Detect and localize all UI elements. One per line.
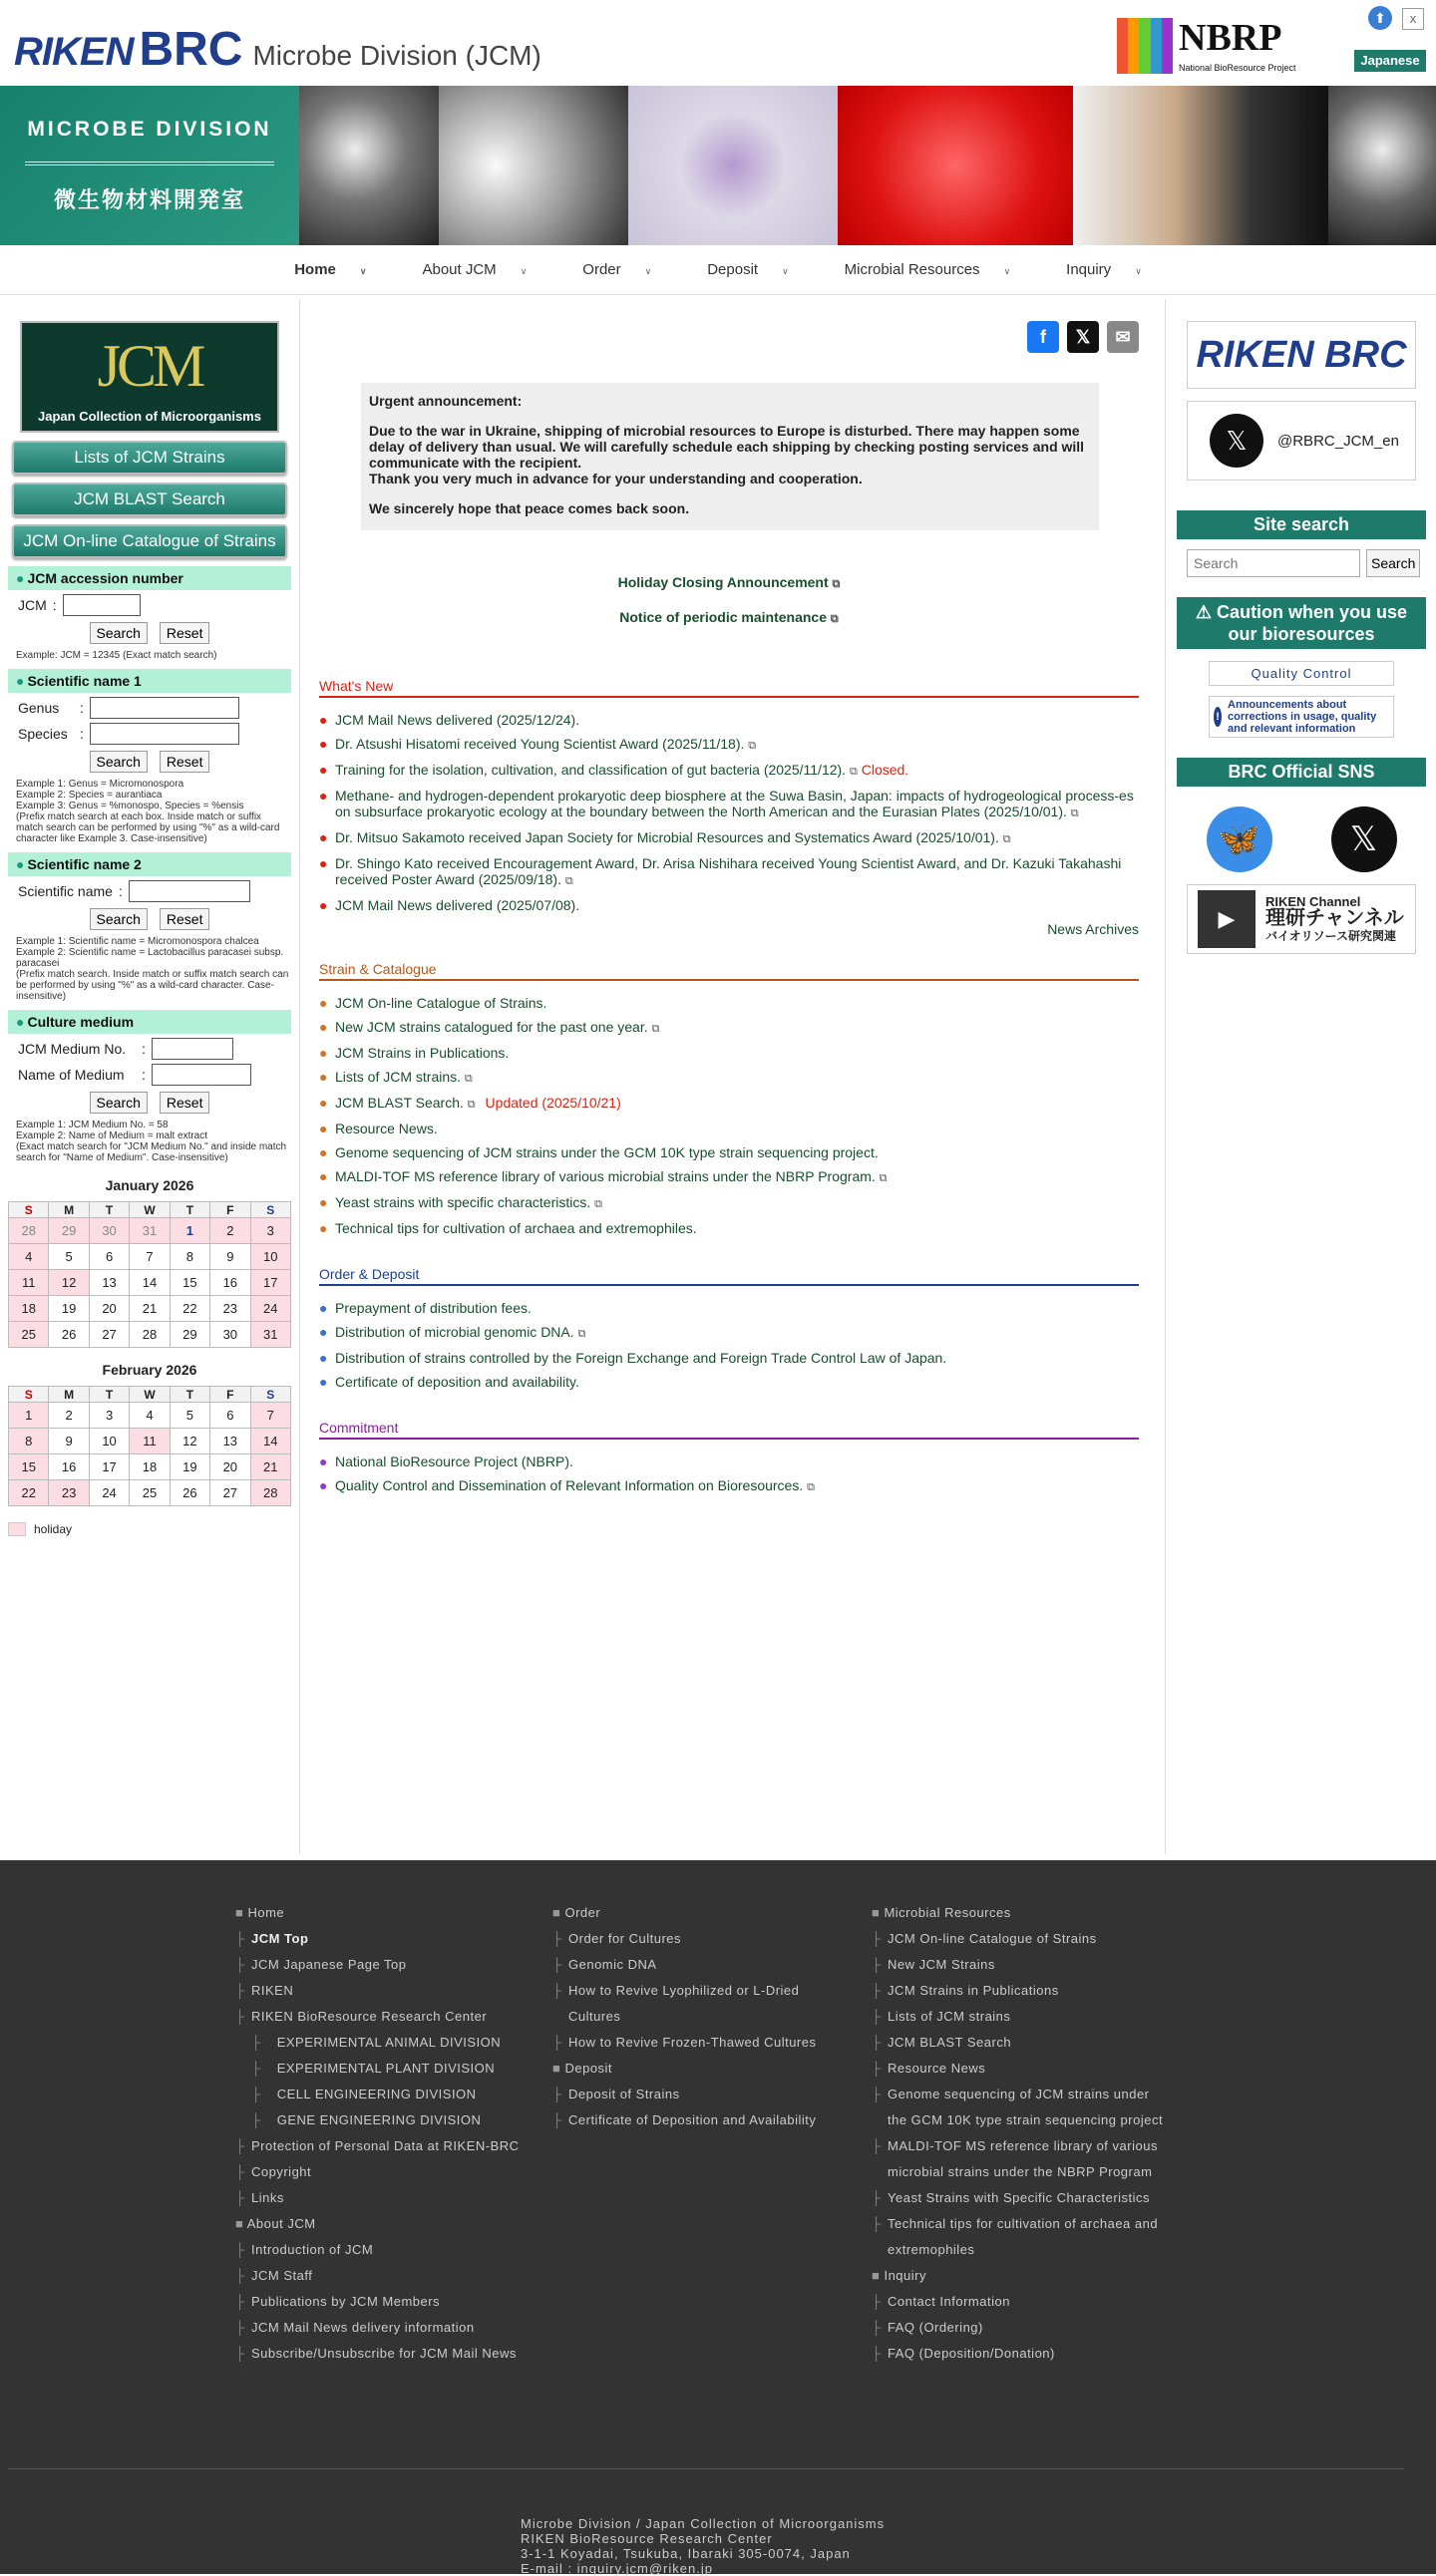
banner-title: MICROBE DIVISION <box>27 118 272 141</box>
sci2-reset-button[interactable]: Reset <box>160 908 210 930</box>
footer-heading[interactable]: ■ Order <box>552 1900 852 1926</box>
medium-name-input[interactable] <box>152 1064 251 1086</box>
announcement-peace: We sincerely hope that peace comes back soon. <box>369 500 690 516</box>
jcm-logo[interactable] <box>20 321 279 433</box>
footer-link[interactable]: ├ Certificate of Deposition and Availability <box>552 2107 852 2133</box>
nav-inquiry[interactable] <box>1066 261 1142 278</box>
notice-links <box>319 574 1139 626</box>
scientific-name-2-title: ● Scientific name 2 <box>8 852 291 876</box>
footer-link[interactable]: ├ Order for Cultures <box>552 1926 852 1952</box>
news-item <box>319 712 1139 728</box>
strain-link[interactable]: MALDI-TOF MS reference library of various microbial strains under the NBRP Program. <box>335 1168 876 1184</box>
news-archives-link[interactable]: News Archives <box>1047 921 1139 937</box>
footer-column-order <box>552 1900 852 2133</box>
order-link[interactable]: Certificate of deposition and availability. <box>335 1374 579 1390</box>
banner <box>0 86 1436 245</box>
news-item <box>319 897 1139 913</box>
footer-street: 3-1-1 Koyadai, Tsukuba, Ibaraki 305-0074, Japan <box>521 2546 851 2561</box>
order-deposit-section <box>319 1266 1139 1390</box>
calendar-january: January 2026 S M T W T F S 28 29 30 31 1 2 3 4 5 6 7 8 9 10 11 12 13 14 15 16 17 18 19 20 21 22 23 24 25 26 27 28 29 30 31 <box>8 1177 291 1348</box>
medium-search-button[interactable]: Search <box>90 1092 148 1114</box>
footer-link[interactable]: ├ MALDI-TOF MS reference library of various microbial strains under the NBRP Program <box>872 2133 1173 2185</box>
strain-link[interactable]: JCM On-line Catalogue of Strains. <box>335 995 547 1011</box>
division-title: Microbe Division (JCM) <box>252 40 541 71</box>
calendar-february: February 2026 S M T W T F S 1 2 3 4 5 6 7 8 9 10 11 12 13 14 15 16 17 18 19 20 21 22 23 24 25 26 27 28 <box>8 1362 291 1506</box>
accession-example: Example: JCM = 12345 (Exact match search) <box>16 650 217 661</box>
maintenance-link[interactable]: Notice of periodic maintenance <box>619 609 827 625</box>
footer-link[interactable]: ├ Introduction of JCM <box>235 2237 535 2263</box>
nav-inquiry-label: Inquiry <box>1066 261 1112 278</box>
footer-link[interactable]: ├ Resource News <box>872 2056 1173 2082</box>
footer-link[interactable]: ├ EXPERIMENTAL ANIMAL DIVISION <box>235 2030 535 2056</box>
medium-reset-button[interactable]: Reset <box>160 1092 210 1114</box>
medium-example: Example 1: JCM Medium No. = 58 Example 2: Name of Medium = malt extract (Exact match search for "JCM Medium No." and inside match search for "Name of Medium". Case-insensitive) <box>16 1120 287 1163</box>
footer-link[interactable]: ├ Links <box>235 2185 535 2211</box>
nav-home[interactable] <box>294 261 366 278</box>
nbrp-subtitle: National BioResource Project <box>1179 63 1296 73</box>
x-icon[interactable]: 𝕏 <box>1331 806 1397 872</box>
news-link[interactable]: Dr. Shingo Kato received Encouragement Award, Dr. Arisa Nishihara received Young Scientist Award, and Dr. Kazuki Takahashi received Poster Award (2025/09/18). <box>335 855 1122 887</box>
footer-link[interactable]: ├ CELL ENGINEERING DIVISION <box>235 2082 535 2107</box>
strain-item <box>319 1045 1139 1061</box>
commitment-section <box>319 1420 1139 1495</box>
strain-item <box>319 995 1139 1011</box>
nav-order-label: Order <box>582 261 621 278</box>
x-icon[interactable]: 𝕏 <box>1067 321 1099 353</box>
footer-link[interactable]: ├ GENE ENGINEERING DIVISION <box>235 2107 535 2133</box>
footer-link[interactable]: ├ JCM BLAST Search <box>872 2030 1173 2056</box>
announcement-body: Due to the war in Ukraine, shipping of microbial resources to Europe is disturbed. There may happen some delay of delivery than usual. We will carefully schedule each shipping by checking posting services and will communicate with the recipient. <box>369 423 1085 471</box>
footer-link[interactable]: ├ Lists of JCM strains <box>872 2004 1173 2030</box>
commit-item <box>319 1453 1139 1469</box>
strain-link[interactable]: Technical tips for cultivation of archaea and extremophiles. <box>335 1220 697 1236</box>
whats-new-section <box>319 678 1139 937</box>
footer-heading[interactable]: ■ Inquiry <box>872 2263 1173 2289</box>
footer-link[interactable]: ├ RIKEN <box>235 1978 535 2004</box>
strain-link[interactable]: Resource News. <box>335 1121 438 1136</box>
nav-home-label: Home <box>294 261 336 278</box>
channel-sub: バイオリソース研究関連 <box>1265 929 1397 943</box>
order-link[interactable]: Distribution of strains controlled by the Foreign Exchange and Foreign Trade Control Law of Japan. <box>335 1350 947 1366</box>
footer-link[interactable]: ├ Genomic DNA <box>552 1952 852 1978</box>
holiday-closing-link[interactable]: Holiday Closing Announcement <box>617 574 829 590</box>
jcm-number-input[interactable] <box>63 594 141 616</box>
strain-link[interactable]: New JCM strains catalogued for the past one year. <box>335 1019 648 1035</box>
scientific-name-label: Scientific name <box>18 883 113 899</box>
calendar-february-title: February 2026 <box>102 1362 197 1378</box>
site-search-title: Site search <box>1177 510 1426 539</box>
whats-new-title: What's New <box>319 678 1139 698</box>
strain-item: ● MALDI-TOF MS reference library of various microbial strains under the NBRP Program. ⧉ <box>319 1168 1139 1186</box>
calendar-january-title: January 2026 <box>105 1177 194 1193</box>
footer-email: E-mail : inquiry.jcm@riken.jp <box>521 2561 713 2576</box>
news-link[interactable]: Dr. Mitsuo Sakamoto received Japan Society for Microbial Resources and Systematics Award (2025/10/01). <box>335 829 999 845</box>
strain-link[interactable]: Lists of JCM strains. <box>335 1069 462 1085</box>
order-link[interactable]: Distribution of microbial genomic DNA. <box>335 1324 574 1340</box>
genus-input[interactable] <box>90 697 239 719</box>
news-item: ● Training for the isolation, cultivation, and classification of gut bacteria (2025/11/12). ⧉ Closed. <box>319 762 1139 780</box>
strain-link[interactable]: JCM BLAST Search. <box>335 1095 464 1111</box>
strain-item: ● New JCM strains catalogued for the past one year. ⧉ <box>319 1019 1139 1037</box>
nbrp-color-bars <box>1117 18 1173 74</box>
banner-photo-yeast <box>439 86 628 245</box>
news-item: ● Dr. Shingo Kato received Encouragement Award, Dr. Arisa Nishihara received Young Scientist Award, and Dr. Kazuki Takahashi received Poster Award (2025/09/18). ⧉ <box>319 855 1139 889</box>
site-search-input[interactable] <box>1187 549 1360 577</box>
order-item: ● Distribution of microbial genomic DNA. ⧉ <box>319 1324 1139 1342</box>
holiday-legend-label: holiday <box>34 1522 73 1536</box>
news-link[interactable]: Methane- and hydrogen-dependent prokaryotic deep biosphere at the Suwa Basin, Japan: impacts of hydrogeological process-es on subsurface prokaryotic ecology at the boundary between the North American and the Eurasian Plates (2025/10/01). <box>335 788 1134 819</box>
share-buttons <box>1027 321 1139 353</box>
strain-item <box>319 1144 1139 1160</box>
footer-link[interactable]: ├ JCM On-line Catalogue of Strains <box>872 1926 1173 1952</box>
news-link[interactable]: JCM Mail News delivered (2025/12/24). <box>335 712 580 728</box>
nav-resources-label: Microbial Resources <box>844 261 980 278</box>
footer-link[interactable]: ├ RIKEN BioResource Research Center <box>235 2004 535 2030</box>
news-link[interactable]: Dr. Atsushi Hisatomi received Young Scientist Award (2025/11/18). <box>335 736 745 752</box>
footer-link[interactable]: ├ Yeast Strains with Specific Characteristics <box>872 2185 1173 2211</box>
footer-heading[interactable]: ■ Microbial Resources <box>872 1900 1173 1926</box>
x-handle: @RBRC_JCM_en <box>1277 432 1399 450</box>
strain-link[interactable]: Genome sequencing of JCM strains under the GCM 10K type strain sequencing project. <box>335 1144 879 1160</box>
medium-no-label: JCM Medium No. <box>18 1041 127 1057</box>
footer-heading[interactable]: ■ Deposit <box>552 2056 852 2082</box>
footer-link[interactable]: ├ Publications by JCM Members <box>235 2289 535 2315</box>
quality-control-button[interactable]: Quality Control <box>1209 661 1394 686</box>
riken-logo: RIKEN <box>14 30 134 74</box>
scientific-name-1-title: ● Scientific name 1 <box>8 669 291 693</box>
nav-about-label: About JCM <box>422 261 497 278</box>
species-input[interactable] <box>90 723 239 745</box>
order-item <box>319 1300 1139 1316</box>
external-link-icon: ⧉ <box>832 578 841 590</box>
bluesky-icon[interactable]: 🦋 <box>1207 806 1272 872</box>
medium-no-input[interactable] <box>152 1038 233 1060</box>
announcement-thanks: Thank you very much in advance for your understanding and cooperation. <box>369 471 863 486</box>
commit-item: ● Quality Control and Dissemination of Relevant Information on Bioresources. ⧉ <box>319 1477 1139 1495</box>
sci1-reset-button[interactable]: Reset <box>160 751 210 773</box>
nbrp-title: NBRP <box>1179 17 1282 59</box>
info-icon[interactable]: ⬆ <box>1368 6 1392 30</box>
riken-channel-banner[interactable] <box>1187 884 1416 954</box>
strain-catalogue-title: Strain & Catalogue <box>319 961 1139 981</box>
nav-deposit-label: Deposit <box>707 261 759 278</box>
footer-heading[interactable]: ■ About JCM <box>235 2211 535 2237</box>
riken-brc-text: RIKEN BRC <box>1196 334 1407 376</box>
strain-item: ● Lists of JCM strains. ⧉ <box>319 1069 1139 1087</box>
footer-link[interactable]: ├ Genome sequencing of JCM strains under the GCM 10K type strain sequencing project <box>872 2082 1173 2133</box>
announcement-title: Urgent announcement: <box>369 393 523 409</box>
footer-link[interactable]: ├ FAQ (Deposition/Donation) <box>872 2341 1173 2367</box>
nbrp-logo[interactable] <box>1117 18 1296 74</box>
caution-title: ⚠ Caution when you use our bioresources <box>1177 597 1426 649</box>
footer-link[interactable]: ├ Technical tips for cultivation of archaea and extremophiles <box>872 2211 1173 2263</box>
footer-link[interactable]: ├ How to Revive Lyophilized or L-Dried Cultures <box>552 1978 852 2030</box>
channel-en: RIKEN Channel <box>1265 894 1361 909</box>
strain-item <box>319 1220 1139 1236</box>
jcm-logo-caption: Japan Collection of Microorganisms <box>22 409 277 424</box>
close-button[interactable]: x <box>1402 8 1424 30</box>
banner-photo-microscope <box>628 86 838 245</box>
main-content <box>319 321 1139 1503</box>
footer-link[interactable]: ├ Subscribe/Unsubscribe for JCM Mail News <box>235 2341 535 2367</box>
banner-photo-fungi <box>299 86 439 245</box>
chevron-down-icon: ∨ <box>359 266 367 276</box>
footer-link[interactable]: ├ New JCM Strains <box>872 1952 1173 1978</box>
sci1-search-button[interactable]: Search <box>90 751 148 773</box>
film-play-icon: ▶ <box>1198 890 1256 948</box>
strain-catalogue-section <box>319 961 1139 1236</box>
commit-link[interactable]: National BioResource Project (NBRP). <box>335 1453 573 1469</box>
chevron-down-icon: ∨ <box>644 266 652 276</box>
strain-item <box>319 1121 1139 1136</box>
banner-subtitle: 微生物材料開発室 <box>53 187 245 212</box>
strain-item: ● JCM BLAST Search. ⧉ Updated (2025/10/21) <box>319 1095 1139 1113</box>
commitment-title: Commitment <box>319 1420 1139 1440</box>
footer-heading[interactable]: ■ Home <box>235 1900 535 1926</box>
left-sidebar: JCM Japan Collection of Microorganisms Lists of JCM Strains JCM BLAST Search JCM On-line Catalogue of Strains ● JCM accession number JCM : Search Reset Example: JCM = 12345 (Exact match search) ● Scientific name 1 Genus : Species : Search Reset Example 1: Genus = Micromonospora Example 2: Species = aurantiaca Example 3: Genus = %monospo, Species = %ensis (Prefix match search at each box. Inside match or suffix match search can be performed by using "%" as a wild-card character like Example 3. Case-insensitive) ● Scientific name 2 Scientific name : Search Reset Example 1: Scientific name = Micromonospora chalcea Example 2: Scientific name = Lactobacillus paracasei subsp. paracasei (Prefix match search. Inside match or suffix match search can be performed by using "%" as a wild-card character. Case-insensitive) ● Culture medium JCM Medium No. : Name of Medium : Search Reset Example 1: JCM Medium No. = 58 Example 2: Name of Medium = malt extract (Exact match search for "JCM Medium No." and inside match search for "Name of Medium". Case-insensitive) January 2026 S M T W T F S 28 29 30 31 1 2 3 4 5 6 7 8 9 10 11 12 13 14 15 16 17 18 19 20 21 22 23 24 25 26 27 28 29 30 31 February 2026 S M T W T F S 1 2 3 4 5 6 7 8 9 10 11 12 13 14 15 16 17 18 19 20 21 22 23 24 25 26 27 28 holiday <box>8 319 291 1536</box>
footer <box>0 1860 1436 2574</box>
chevron-down-icon: ∨ <box>1003 266 1011 276</box>
footer-link[interactable]: ├ Contact Information <box>872 2289 1173 2315</box>
channel-jp: 理研チャンネル <box>1265 907 1404 929</box>
news-item: ● Methane- and hydrogen-dependent prokaryotic deep biosphere at the Suwa Basin, Japan: impacts of hydrogeological process-es on subsurface prokaryotic ecology at the boundary between the North American and the Eurasian Plates (2025/10/01). ⧉ <box>319 788 1139 821</box>
culture-medium-title: ● Culture medium <box>8 1010 291 1034</box>
sns-title: BRC Official SNS <box>1177 758 1426 787</box>
main-nav <box>0 245 1436 295</box>
footer-link[interactable]: ├ JCM Mail News delivery information <box>235 2315 535 2341</box>
nav-deposit[interactable] <box>707 261 788 278</box>
holiday-legend <box>8 1522 291 1536</box>
language-button[interactable]: Japanese <box>1354 50 1426 72</box>
announcements-text: Announcements about corrections in usage, quality and relevant information <box>1228 699 1377 735</box>
footer-link[interactable]: ├ JCM Japanese Page Top <box>235 1952 535 1978</box>
accession-search-button[interactable]: Search <box>90 622 148 644</box>
footer-link[interactable]: ├ Copyright <box>235 2159 535 2185</box>
accession-section-title: ● JCM accession number <box>8 566 291 590</box>
sci2-example: Example 1: Scientific name = Micromonospora chalcea Example 2: Scientific name = Lactobacillus paracasei subsp. paracasei (Prefix match search. Inside match or suffix match search can be performed by using "%" as a wild-card character. Case-insensitive) <box>16 936 289 1002</box>
footer-link[interactable]: ├ Protection of Personal Data at RIKEN-BRC <box>235 2133 535 2159</box>
order-item <box>319 1350 1139 1366</box>
facebook-icon[interactable]: f <box>1027 321 1059 353</box>
banner-title-block <box>0 86 299 245</box>
online-catalogue-button[interactable]: JCM On-line Catalogue of Strains <box>12 524 287 558</box>
footer-center: RIKEN BioResource Research Center <box>521 2531 773 2546</box>
order-link[interactable]: Prepayment of distribution fees. <box>335 1300 532 1316</box>
footer-link[interactable]: ├ Deposit of Strains <box>552 2082 852 2107</box>
news-link[interactable]: JCM Mail News delivered (2025/07/08). <box>335 897 580 913</box>
announcements-button[interactable] <box>1209 696 1394 738</box>
species-label: Species <box>18 726 68 742</box>
brc-logo: BRC <box>139 23 243 76</box>
chevron-down-icon: ∨ <box>520 266 528 276</box>
nav-microbial-resources[interactable] <box>845 261 1010 278</box>
footer-column-resources <box>872 1900 1173 2367</box>
footer-link[interactable]: ├ FAQ (Ordering) <box>872 2315 1173 2341</box>
footer-link[interactable]: ├ How to Revive Frozen-Thawed Cultures <box>552 2030 852 2056</box>
right-sidebar <box>1177 321 1426 954</box>
chevron-down-icon: ∨ <box>782 266 789 276</box>
email-icon[interactable]: ✉ <box>1107 321 1139 353</box>
banner-photo-lab <box>1073 86 1328 245</box>
news-link[interactable]: Training for the isolation, cultivation, and classification of gut bacteria (2025/11/12). <box>335 762 847 778</box>
footer-address <box>521 2516 885 2576</box>
jcm-label: JCM <box>18 597 47 613</box>
footer-org: Microbe Division / Japan Collection of Microorganisms <box>521 2516 886 2531</box>
lists-of-strains-button[interactable]: Lists of JCM Strains <box>12 441 287 475</box>
site-search-button[interactable]: Search <box>1366 549 1420 577</box>
strain-item: ● Yeast strains with specific characteristics. ⧉ <box>319 1194 1139 1212</box>
banner-photo-colonies <box>838 86 1073 245</box>
genus-label: Genus <box>18 700 60 716</box>
order-item <box>319 1374 1139 1390</box>
site-logo[interactable] <box>14 22 541 77</box>
commit-link[interactable]: Quality Control and Dissemination of Relevant Information on Bioresources. <box>335 1477 804 1493</box>
external-link-icon: ⧉ <box>830 613 839 625</box>
sci1-example: Example 1: Genus = Micromonospora Example 2: Species = aurantiaca Example 3: Genus = %monospo, Species = %ensis (Prefix match search at each box. Inside match or suffix match search can be performed by using "%" as a wild-card character like Example 3. Case-insensitive) <box>16 779 280 844</box>
footer-link[interactable]: ├ JCM Top <box>235 1926 535 1952</box>
x-account-banner[interactable] <box>1187 401 1416 481</box>
nav-about[interactable] <box>422 261 527 278</box>
strain-link[interactable]: JCM Strains in Publications. <box>335 1045 510 1061</box>
x-logo-icon: 𝕏 <box>1210 414 1263 468</box>
footer-column-home <box>235 1900 535 2367</box>
accession-reset-button[interactable]: Reset <box>160 622 210 644</box>
footer-link[interactable]: ├ JCM Staff <box>235 2263 535 2289</box>
site-search-form <box>1187 549 1416 577</box>
chevron-down-icon: ∨ <box>1135 266 1142 276</box>
news-item: ● Dr. Mitsuo Sakamoto received Japan Society for Microbial Resources and Systematics Award (2025/10/01). ⧉ <box>319 829 1139 847</box>
news-item: ● Dr. Atsushi Hisatomi received Young Scientist Award (2025/11/18). ⧉ <box>319 736 1139 754</box>
jcm-logo-text: JCM <box>97 333 202 399</box>
scientific-name-input[interactable] <box>129 880 250 902</box>
riken-brc-banner[interactable] <box>1187 321 1416 389</box>
medium-name-label: Name of Medium <box>18 1067 125 1083</box>
sci2-search-button[interactable]: Search <box>90 908 148 930</box>
closed-label: Closed. <box>861 762 909 778</box>
header <box>0 0 1436 86</box>
updated-label: Updated (2025/10/21) <box>485 1095 621 1111</box>
urgent-announcement <box>361 383 1099 530</box>
blast-search-button[interactable]: JCM BLAST Search <box>12 483 287 516</box>
nav-order[interactable] <box>582 261 651 278</box>
exclamation-icon: ! <box>1214 707 1222 727</box>
order-deposit-title: Order & Deposit <box>319 1266 1139 1286</box>
banner-photo-fungi-2 <box>1328 86 1436 245</box>
strain-link[interactable]: Yeast strains with specific characteristics. <box>335 1194 591 1210</box>
footer-link[interactable]: ├ JCM Strains in Publications <box>872 1978 1173 2004</box>
footer-link[interactable]: ├ EXPERIMENTAL PLANT DIVISION <box>235 2056 535 2082</box>
sns-icons <box>1177 806 1426 872</box>
